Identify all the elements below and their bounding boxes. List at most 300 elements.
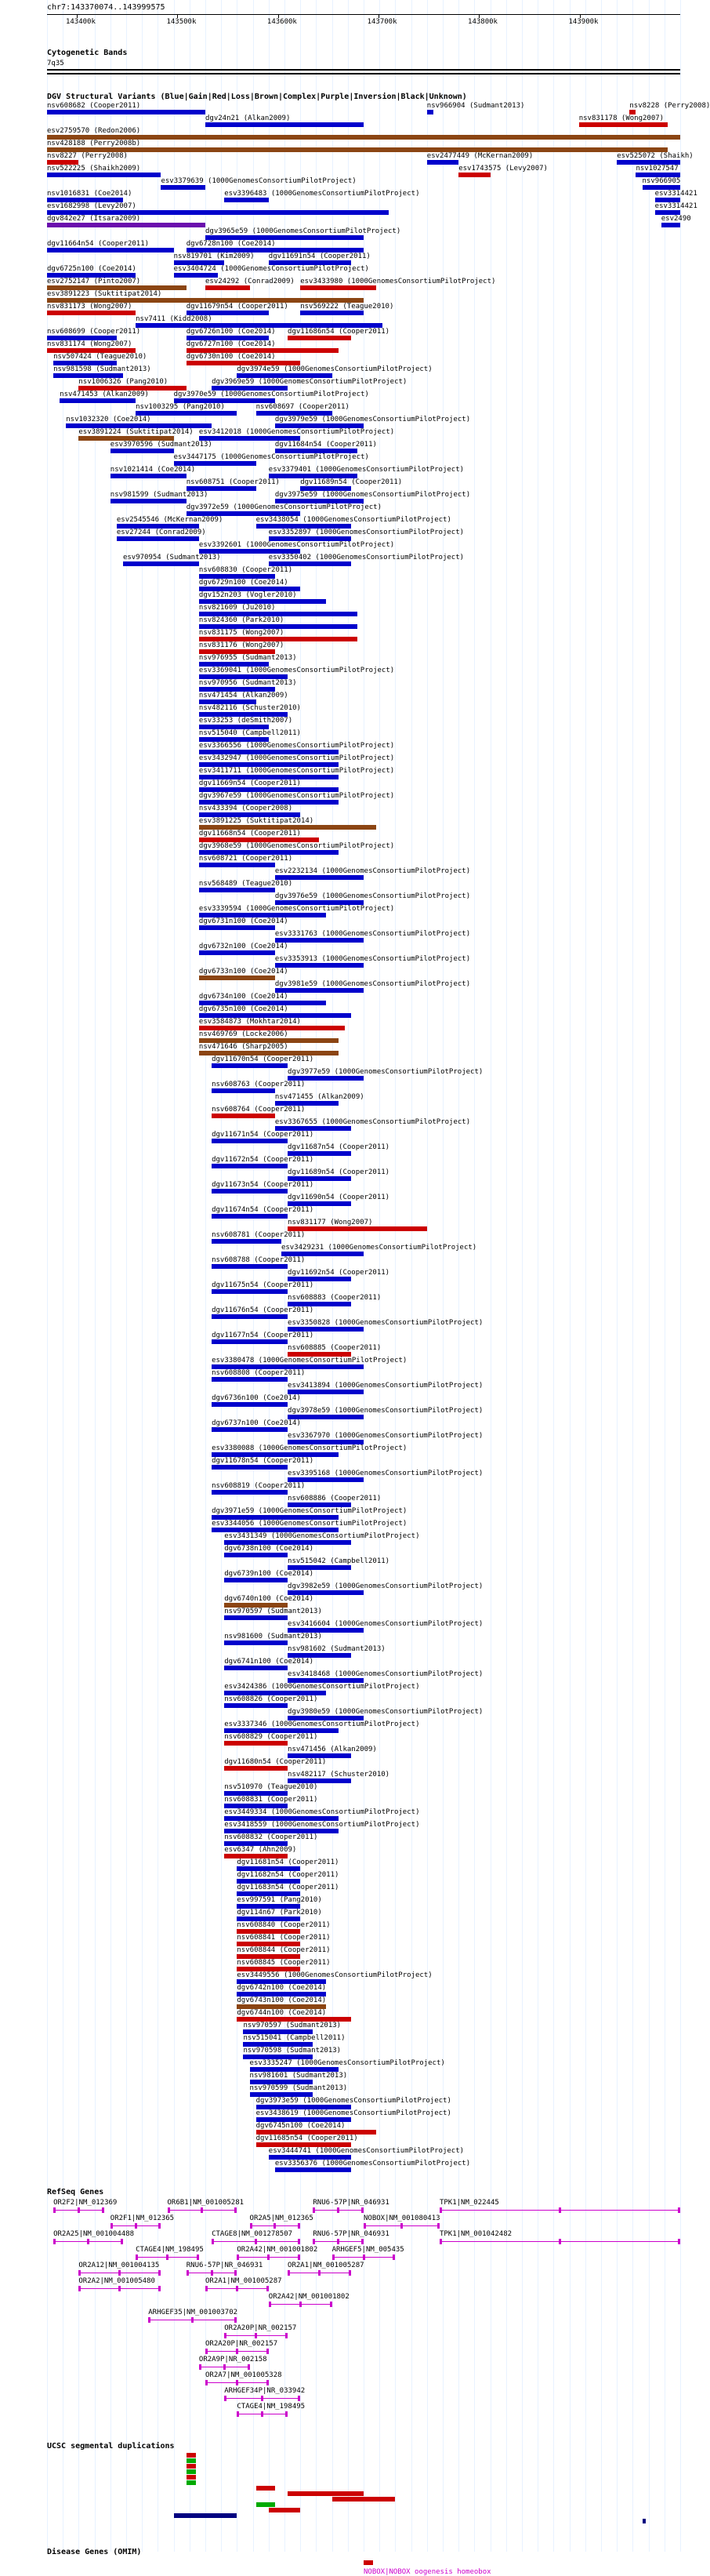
sv-label: dgv3979e59 (1000GenomesConsortiumPilotProject) <box>274 416 471 423</box>
gene-exon[interactable] <box>118 2270 121 2276</box>
gene-label: OR2A1|NM_001005287 <box>205 2277 282 2285</box>
sv-label: nsv819701 (Kim2009) <box>173 253 255 260</box>
sv-label: nsv608699 (Cooper2011) <box>47 328 141 336</box>
sv-bar[interactable] <box>427 160 458 165</box>
sv-bar[interactable] <box>212 1289 288 1294</box>
gene-exon[interactable] <box>364 2223 366 2229</box>
gene-exon[interactable] <box>205 2286 208 2291</box>
gene-exon[interactable] <box>299 2302 302 2307</box>
sv-label: nsv608808 (Cooper2011) <box>212 1369 306 1377</box>
sv-label: esv27244 (Conrad2009) <box>116 529 206 536</box>
gene-exon[interactable] <box>678 2207 680 2213</box>
sv-label: nsv522225 (Shaikh2009) <box>47 165 141 173</box>
segdup-block[interactable] <box>332 2497 396 2502</box>
sv-bar[interactable] <box>224 1703 288 1708</box>
sv-label: nsv608840 (Cooper2011) <box>237 1921 331 1929</box>
sv-bar[interactable] <box>161 185 205 190</box>
sv-label: nsv482117 (Schuster2010) <box>288 1771 390 1778</box>
sv-label: dgv3981e59 (1000GenomesConsortiumPilotProject) <box>274 980 471 988</box>
sv-bar[interactable] <box>275 988 364 993</box>
sv-label: nsv608844 (Cooper2011) <box>237 1946 331 1954</box>
sv-label: esv3418559 (1000GenomesConsortiumPilotProject) <box>224 1821 420 1829</box>
segdup-block[interactable] <box>269 2508 300 2512</box>
sv-label: nsv608682 (Cooper2011) <box>47 102 141 110</box>
sv-label: dgv11692n54 (Cooper2011) <box>288 1269 390 1277</box>
sv-label: dgv152n203 (Vogler2010) <box>198 591 297 599</box>
gene-exon[interactable] <box>318 2270 321 2276</box>
sv-bar[interactable] <box>269 260 351 265</box>
gene-exon[interactable] <box>298 2396 300 2401</box>
gene-exon[interactable] <box>330 2302 332 2307</box>
gene-exon[interactable] <box>87 2239 89 2244</box>
gene-exon[interactable] <box>255 2333 257 2338</box>
sv-bar[interactable] <box>212 1339 288 1344</box>
sv-bar[interactable] <box>199 950 275 955</box>
gene-exon[interactable] <box>559 2239 561 2244</box>
segdup-block[interactable] <box>288 2491 364 2496</box>
sv-bar[interactable] <box>275 423 364 428</box>
sv-label: nsv831178 (Wong2007) <box>578 114 665 122</box>
grid-line <box>632 0 633 2552</box>
grid-line <box>427 0 428 2552</box>
sv-bar[interactable] <box>212 1214 288 1219</box>
sv-label: dgv11683n54 (Cooper2011) <box>237 1884 339 1891</box>
sv-bar[interactable] <box>110 474 187 478</box>
gene-exon[interactable] <box>224 2396 226 2401</box>
sv-label: dgv6744n100 (Coe2014) <box>237 2009 327 2017</box>
grid-line <box>205 0 206 2552</box>
sv-label: esv3392601 (1000GenomesConsortiumPilotProject) <box>198 541 395 549</box>
gene-exon[interactable] <box>205 2380 208 2385</box>
sv-label: dgv3982e59 (1000GenomesConsortiumPilotProject) <box>288 1582 484 1590</box>
sv-bar[interactable] <box>275 938 364 943</box>
sv-bar[interactable] <box>275 449 357 453</box>
gene-exon[interactable] <box>237 2411 239 2417</box>
gene-exon[interactable] <box>255 2239 257 2244</box>
sv-bar[interactable] <box>47 248 174 253</box>
grid-line <box>506 0 507 2552</box>
sv-label: dgv11689n54 (Cooper2011) <box>300 478 403 486</box>
gene-exon[interactable] <box>261 2411 263 2417</box>
sv-bar[interactable] <box>212 1402 288 1407</box>
sv-label: dgv6735n100 (Coe2014) <box>198 1005 288 1013</box>
sv-bar[interactable] <box>224 1766 288 1771</box>
grid-line <box>47 0 48 2552</box>
gene-label: OR6B1|NM_001005281 <box>167 2199 245 2207</box>
sv-label: dgv6740n100 (Coe2014) <box>224 1595 314 1603</box>
sv-label: nsv831173 (Wong2007) <box>47 303 132 311</box>
sv-label: nsv1016831 (Coe2014) <box>47 190 132 198</box>
gene-exon[interactable] <box>234 2207 237 2213</box>
sv-label: esv3431349 (1000GenomesConsortiumPilotProject) <box>224 1532 420 1540</box>
sv-label: dgv3977e59 (1000GenomesConsortiumPilotProject) <box>288 1068 484 1076</box>
sv-label: nsv608751 (Cooper2011) <box>186 478 280 486</box>
gene-exon[interactable] <box>266 2349 269 2354</box>
sv-label: esv1743575 (Levy2007) <box>458 165 548 173</box>
gene-exon[interactable] <box>237 2254 239 2260</box>
sv-bar[interactable] <box>212 1063 288 1068</box>
sv-bar[interactable] <box>212 1465 288 1470</box>
sv-label: esv24292 (Conrad2009) <box>205 278 295 285</box>
segdup-block[interactable] <box>256 2486 275 2491</box>
gene-exon[interactable] <box>135 2223 137 2229</box>
gene-label: ARHGEF5|NM_005435 <box>331 2246 404 2254</box>
sv-bar[interactable] <box>199 925 275 930</box>
gene-exon[interactable] <box>285 2411 288 2417</box>
sv-label: nsv608885 (Cooper2011) <box>288 1344 382 1352</box>
sv-label: esv3367655 (1000GenomesConsortiumPilotProject) <box>274 1118 471 1126</box>
sv-bar[interactable] <box>224 1640 288 1645</box>
sv-label: dgv6745n100 (Coe2014) <box>255 2122 346 2130</box>
sv-label: dgv11668n54 (Cooper2011) <box>198 830 301 837</box>
sv-bar[interactable] <box>212 1314 288 1319</box>
sv-bar[interactable] <box>275 963 364 968</box>
grid-line <box>617 0 618 2552</box>
sv-bar[interactable] <box>275 2167 351 2172</box>
gene-label: TPK1|NM_001042482 <box>439 2230 513 2238</box>
gene-exon[interactable] <box>236 2349 238 2354</box>
sv-bar[interactable] <box>269 536 351 541</box>
sv-label: dgv3967e59 (1000GenomesConsortiumPilotProject) <box>198 792 395 800</box>
sv-bar[interactable] <box>224 198 269 202</box>
gene-exon[interactable] <box>269 2302 271 2307</box>
sv-label: dgv3980e59 (1000GenomesConsortiumPilotProject) <box>288 1708 484 1716</box>
gene-exon[interactable] <box>201 2207 203 2213</box>
gene-exon[interactable] <box>168 2207 170 2213</box>
sv-label: nsv1021414 (Coe2014) <box>110 466 196 474</box>
grid-line <box>570 0 571 2552</box>
sv-bar[interactable] <box>212 1377 288 1382</box>
sv-bar[interactable] <box>224 1615 288 1620</box>
sv-label: nsv831175 (Wong2007) <box>198 629 284 637</box>
sv-bar[interactable] <box>47 223 205 227</box>
sv-label: esv3350402 (1000GenomesConsortiumPilotProject) <box>268 554 465 561</box>
ruler-label: 143400k <box>65 18 96 26</box>
sv-bar[interactable] <box>300 285 376 290</box>
sv-bar[interactable] <box>199 888 275 892</box>
sv-bar[interactable] <box>275 499 364 503</box>
gene-exon[interactable] <box>285 2333 288 2338</box>
segdup-block[interactable] <box>187 2464 196 2469</box>
band-divider-2 <box>47 73 680 74</box>
sv-bar[interactable] <box>199 976 275 980</box>
gene-exon[interactable] <box>273 2223 276 2229</box>
sv-label: esv525072 (Shaikh) <box>617 152 694 160</box>
segdup-block[interactable] <box>643 2519 646 2523</box>
sv-label: dgv11681n54 (Cooper2011) <box>237 1858 339 1866</box>
sv-label: nsv981600 (Sudmant2013) <box>224 1633 322 1640</box>
ruler-track[interactable] <box>47 14 680 31</box>
sv-label: dgv3974e59 (1000GenomesConsortiumPilotProject) <box>237 365 433 373</box>
sv-label: esv3449556 (1000GenomesConsortiumPilotProject) <box>237 1971 433 1979</box>
gene-label: CTAGE8|NM_001278507 <box>212 2230 293 2238</box>
gene-exon[interactable] <box>53 2207 56 2213</box>
gene-exon[interactable] <box>337 2207 339 2213</box>
sv-label: nsv1032320 (Coe2014) <box>66 416 151 423</box>
sv-label: nsv515040 (Campbell2011) <box>198 729 301 737</box>
sv-label: esv3891224 (Suktitipat2014) <box>78 428 194 436</box>
gene-exon[interactable] <box>337 2239 339 2244</box>
sv-label: esv3367970 (1000GenomesConsortiumPilotProject) <box>288 1432 484 1440</box>
gene-exon[interactable] <box>148 2317 150 2323</box>
sv-label: dgv11675n54 (Cooper2011) <box>212 1281 314 1289</box>
gene-exon[interactable] <box>349 2270 351 2276</box>
gene-exon[interactable] <box>166 2254 168 2260</box>
sv-bar[interactable] <box>47 173 161 177</box>
grid-line <box>458 0 459 2552</box>
sv-bar[interactable] <box>212 1264 288 1269</box>
gene-exon[interactable] <box>191 2317 194 2323</box>
gene-exon[interactable] <box>158 2286 161 2291</box>
omim-gene-block[interactable] <box>364 2560 373 2565</box>
sv-bar[interactable] <box>300 311 364 315</box>
sv-label: nsv608764 (Cooper2011) <box>212 1106 306 1114</box>
sv-label: dgv11672n54 (Cooper2011) <box>212 1156 314 1164</box>
sv-bar[interactable] <box>224 1741 288 1746</box>
sv-label: esv3438619 (1000GenomesConsortiumPilotProject) <box>255 2109 451 2117</box>
gene-exon[interactable] <box>332 2254 335 2260</box>
gene-exon[interactable] <box>678 2239 680 2244</box>
sv-label: dgv11690n54 (Cooper2011) <box>288 1194 390 1201</box>
sv-label: nsv608832 (Cooper2011) <box>224 1833 318 1841</box>
sv-bar[interactable] <box>60 398 136 403</box>
sv-bar[interactable] <box>47 135 680 140</box>
sv-label: dgv842e27 (Itsara2009) <box>47 215 141 223</box>
gene-exon[interactable] <box>298 2223 300 2229</box>
gene-exon[interactable] <box>298 2239 300 2244</box>
gene-exon[interactable] <box>261 2396 263 2401</box>
sv-bar[interactable] <box>579 122 668 127</box>
sv-bar[interactable] <box>224 1666 288 1670</box>
sv-label: esv3339594 (1000GenomesConsortiumPilotProject) <box>198 905 395 913</box>
segdup-block[interactable] <box>187 2475 196 2480</box>
sv-label: nsv471455 (Alkan2009) <box>274 1093 364 1101</box>
gene-exon[interactable] <box>267 2254 270 2260</box>
sv-label: nsv608697 (Cooper2011) <box>255 403 350 411</box>
gene-exon[interactable] <box>224 2333 226 2338</box>
sv-label: dgv11680n54 (Cooper2011) <box>224 1758 327 1766</box>
gene-exon[interactable] <box>53 2239 56 2244</box>
sv-bar[interactable] <box>288 1226 427 1231</box>
sv-label: esv3411711 (1000GenomesConsortiumPilotProject) <box>198 767 395 775</box>
gene-exon[interactable] <box>361 2207 364 2213</box>
sv-label: esv3344056 (1000GenomesConsortiumPilotProject) <box>212 1520 408 1528</box>
sv-bar[interactable] <box>288 336 351 340</box>
sv-bar[interactable] <box>212 1239 281 1244</box>
gene-exon[interactable] <box>78 2286 81 2291</box>
segdup-block[interactable] <box>256 2502 275 2507</box>
gene-exon[interactable] <box>313 2207 315 2213</box>
sv-label: esv3395168 (1000GenomesConsortiumPilotProject) <box>288 1470 484 1477</box>
sv-label: nsv569222 (Teague2010) <box>300 303 394 311</box>
sv-label: dgv6726n100 (Coe2014) <box>186 328 276 336</box>
gene-exon[interactable] <box>78 2207 80 2213</box>
sv-label: esv3350828 (1000GenomesConsortiumPilotProject) <box>288 1319 484 1327</box>
gene-exon[interactable] <box>363 2254 365 2260</box>
grid-line <box>601 0 602 2552</box>
sv-label: nsv433394 (Cooper2008) <box>198 805 293 812</box>
gene-exon[interactable] <box>440 2207 442 2213</box>
sv-label: nsv981602 (Sudmant2013) <box>288 1645 386 1653</box>
sv-label: esv3432947 (1000GenomesConsortiumPilotProject) <box>198 754 395 762</box>
grid-line <box>585 0 586 2552</box>
sv-label: nsv608845 (Cooper2011) <box>237 1959 331 1967</box>
gene-exon[interactable] <box>400 2223 403 2229</box>
gene-exon[interactable] <box>266 2380 269 2385</box>
sv-label: nsv608841 (Cooper2011) <box>237 1934 331 1942</box>
sv-bar[interactable] <box>300 486 351 491</box>
gene-exon[interactable] <box>199 2364 201 2370</box>
sv-bar[interactable] <box>269 561 351 566</box>
gene-exon[interactable] <box>211 2270 213 2276</box>
sv-bar[interactable] <box>212 1427 288 1432</box>
grid-line <box>522 0 523 2552</box>
gene-label: OR2A42|NM_001001802 <box>237 2246 318 2254</box>
gene-exon[interactable] <box>440 2239 442 2244</box>
refseq-track-title: RefSeq Genes <box>47 2188 104 2196</box>
gene-label: RNU6-57P|NR_046931 <box>186 2262 263 2269</box>
sv-bar[interactable] <box>458 173 490 177</box>
sv-label: dgv11679n54 (Cooper2011) <box>186 303 288 311</box>
gene-exon[interactable] <box>248 2364 250 2370</box>
segdup-block[interactable] <box>187 2453 196 2458</box>
grid-line <box>553 0 554 2552</box>
sv-label: dgv6728n100 (Coe2014) <box>186 240 276 248</box>
sv-bar[interactable] <box>205 122 364 127</box>
sv-bar[interactable] <box>661 223 680 227</box>
sv-bar[interactable] <box>110 449 174 453</box>
sv-bar[interactable] <box>110 499 187 503</box>
sv-bar[interactable] <box>224 1578 288 1582</box>
gene-exon[interactable] <box>118 2286 121 2291</box>
sv-label: nsv970597 (Sudmant2013) <box>224 1608 322 1615</box>
sv-label: nsv8227 (Perry2008) <box>47 152 128 160</box>
gene-exon[interactable] <box>212 2239 214 2244</box>
sv-bar[interactable] <box>199 863 275 867</box>
sv-bar[interactable] <box>212 1114 275 1118</box>
gene-exon[interactable] <box>313 2239 315 2244</box>
sv-bar[interactable] <box>212 1164 288 1168</box>
sv-bar[interactable] <box>205 285 250 290</box>
sv-bar[interactable] <box>212 1490 288 1495</box>
sv-bar[interactable] <box>212 1088 275 1093</box>
gene-exon[interactable] <box>136 2254 138 2260</box>
gene-exon[interactable] <box>559 2207 561 2213</box>
gene-exon[interactable] <box>234 2317 237 2323</box>
sv-label: nsv981598 (Sudmant2013) <box>53 365 151 373</box>
gene-exon[interactable] <box>121 2239 123 2244</box>
segdup-block[interactable] <box>174 2513 237 2518</box>
sv-bar[interactable] <box>224 1553 288 1557</box>
gene-exon[interactable] <box>236 2380 238 2385</box>
sv-label: esv2752147 (Pinto2007) <box>47 278 141 285</box>
sv-label: nsv482116 (Schuster2010) <box>198 704 301 712</box>
omim-gene-label[interactable]: NOBOX|NOBOX oogenesis homeobox <box>364 2568 491 2576</box>
gene-exon[interactable] <box>437 2223 440 2229</box>
sv-label: nsv428188 (Perry2008b) <box>47 140 141 147</box>
sv-label: dgv24n21 (Alkan2009) <box>205 114 291 122</box>
sv-bar[interactable] <box>427 110 433 114</box>
sv-label: nsv1027547 <box>636 165 679 173</box>
sv-label: dgv6743n100 (Coe2014) <box>237 1996 327 2004</box>
sv-label: dgv3973e59 (1000GenomesConsortiumPilotProject) <box>255 2097 451 2105</box>
gene-exon[interactable] <box>236 2286 238 2291</box>
sv-bar[interactable] <box>47 110 205 114</box>
sv-label: dgv6736n100 (Coe2014) <box>212 1394 301 1402</box>
gene-exon[interactable] <box>223 2364 226 2370</box>
gene-exon[interactable] <box>393 2254 395 2260</box>
sv-bar[interactable] <box>212 1189 288 1194</box>
sv-label: dgv6741n100 (Coe2014) <box>224 1658 314 1666</box>
sv-bar[interactable] <box>187 311 269 315</box>
cytogenetic-bands-title: Cytogenetic Bands <box>47 49 128 57</box>
gene-exon[interactable] <box>197 2254 199 2260</box>
gene-exon[interactable] <box>102 2207 104 2213</box>
sv-label: nsv608819 (Cooper2011) <box>212 1482 306 1490</box>
ruler-label: 143700k <box>367 18 397 26</box>
sv-label: esv33253 (deSmith2007) <box>198 717 293 725</box>
gene-exon[interactable] <box>288 2270 290 2276</box>
ruler-label: 143600k <box>266 18 297 26</box>
gene-label: RNU6-57P|NR_046931 <box>313 2199 389 2207</box>
sv-label: esv2232134 (1000GenomesConsortiumPilotProject) <box>274 867 471 875</box>
sv-label: nsv507424 (Teague2010) <box>53 353 147 361</box>
omim-track-title: Disease Genes (OMIM) <box>47 2548 142 2556</box>
gene-exon[interactable] <box>158 2270 161 2276</box>
sv-label: esv2477449 (McKernan2009) <box>426 152 534 160</box>
sv-bar[interactable] <box>212 1139 288 1143</box>
gene-exon[interactable] <box>158 2223 161 2229</box>
sv-label: nsv831177 (Wong2007) <box>288 1219 373 1226</box>
segdup-block[interactable] <box>187 2458 196 2463</box>
sv-bar[interactable] <box>117 536 199 541</box>
sv-label: nsv821609 (Ju2010) <box>198 604 276 612</box>
gene-exon[interactable] <box>110 2223 113 2229</box>
grid-line <box>474 0 475 2552</box>
sv-label: dgv11689n54 (Cooper2011) <box>288 1168 390 1176</box>
gene-label: OR2A20P|NR_002157 <box>224 2324 297 2332</box>
gene-label: TPK1|NM_022445 <box>439 2199 499 2207</box>
gene-exon[interactable] <box>250 2223 252 2229</box>
gene-exon[interactable] <box>361 2239 364 2244</box>
sv-bar[interactable] <box>123 561 199 566</box>
band-label[interactable]: 7q35 <box>47 60 64 67</box>
sv-label: esv3404724 (1000GenomesConsortiumPilotProject) <box>173 265 369 273</box>
gene-exon[interactable] <box>298 2254 300 2260</box>
sv-label: dgv6739n100 (Coe2014) <box>224 1570 314 1578</box>
sv-bar[interactable] <box>47 311 136 315</box>
segdup-block[interactable] <box>187 2469 196 2474</box>
gene-exon[interactable] <box>187 2270 189 2276</box>
sv-label: dgv6732n100 (Coe2014) <box>198 943 288 950</box>
gene-exon[interactable] <box>205 2349 208 2354</box>
sv-label: dgv6729n100 (Coe2014) <box>198 579 288 587</box>
segdup-block[interactable] <box>187 2480 196 2485</box>
sv-label: esv2490 <box>661 215 691 223</box>
gene-exon[interactable] <box>78 2270 81 2276</box>
sv-label: esv3331763 (1000GenomesConsortiumPilotProject) <box>274 930 471 938</box>
sv-label: dgv3968e59 (1000GenomesConsortiumPilotProject) <box>198 842 395 850</box>
sv-label: dgv3971e59 (1000GenomesConsortiumPilotProject) <box>212 1507 408 1515</box>
gene-exon[interactable] <box>266 2286 269 2291</box>
gene-exon[interactable] <box>234 2270 237 2276</box>
sv-label: esv3433980 (1000GenomesConsortiumPilotProject) <box>300 278 496 285</box>
sv-label: dgv11671n54 (Cooper2011) <box>212 1131 314 1139</box>
sv-label: dgv3969e59 (1000GenomesConsortiumPilotProject) <box>212 378 408 386</box>
sv-label: esv3891225 (Suktitipat2014) <box>198 817 314 825</box>
sv-bar[interactable] <box>47 147 668 152</box>
sv-label: esv6347 (Ahn2009) <box>224 1846 297 1854</box>
